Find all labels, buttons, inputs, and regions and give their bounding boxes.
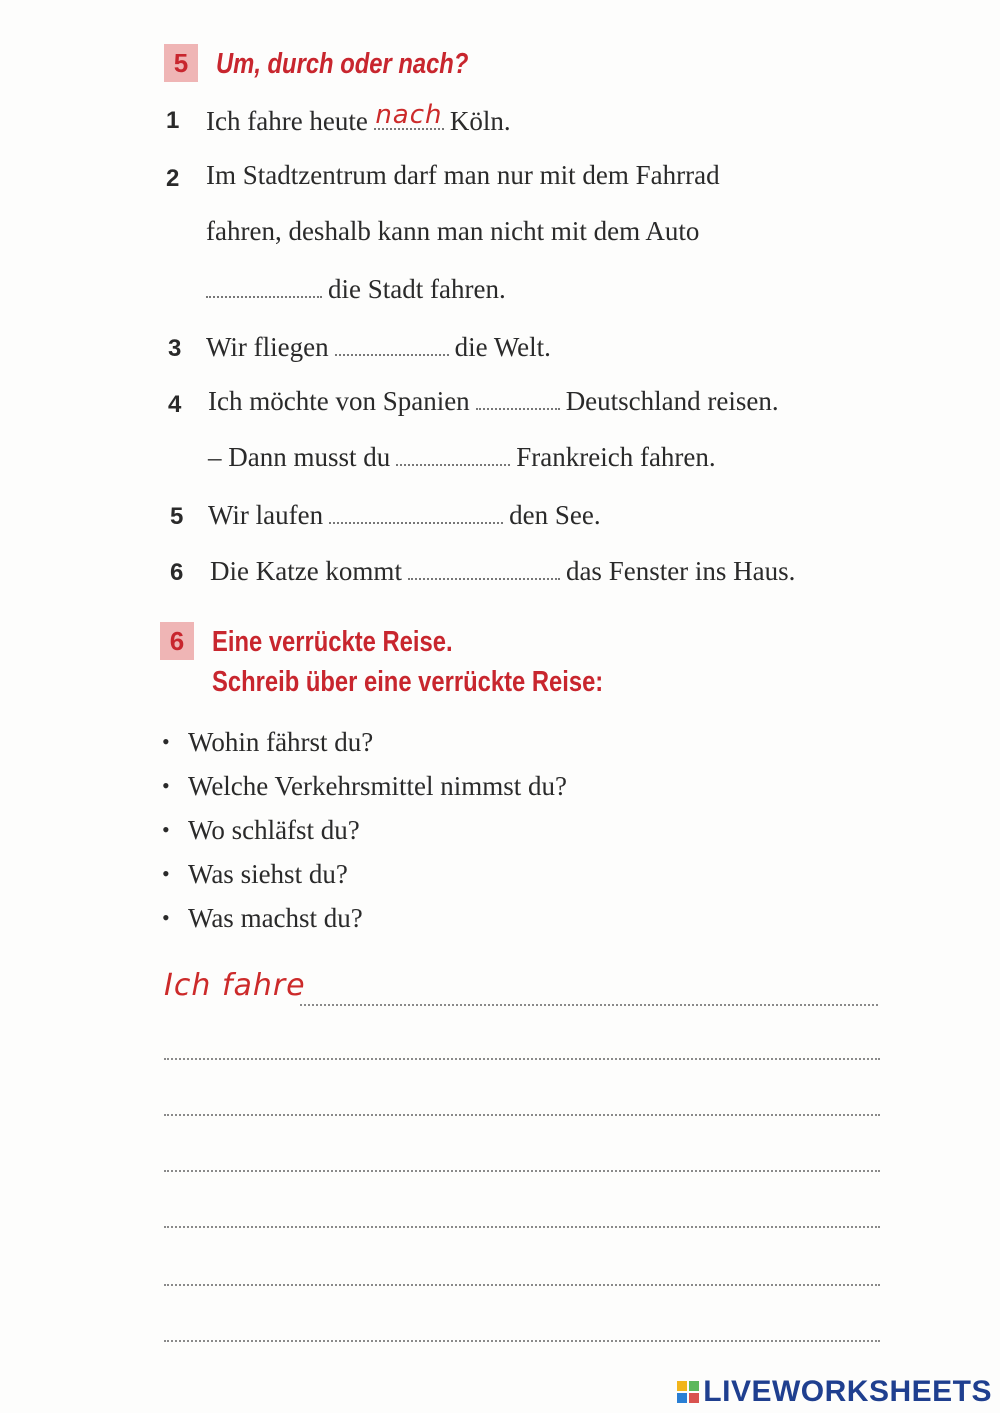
item-2-number: 2 bbox=[166, 165, 180, 192]
item-1-line bbox=[206, 100, 511, 138]
item-4-line-2-before: – Dann musst du bbox=[208, 442, 391, 472]
liveworksheets-logo bbox=[677, 1375, 992, 1409]
exercise-6-number: 6 bbox=[160, 622, 194, 660]
question-text: Wohin fährst du? bbox=[188, 727, 374, 757]
question-text: Was machst du? bbox=[188, 903, 363, 933]
item-4-answer-field-2[interactable] bbox=[396, 442, 510, 466]
exercise-6-title-block bbox=[194, 622, 689, 702]
writing-line-1[interactable] bbox=[300, 1004, 878, 1006]
question-list bbox=[162, 722, 567, 942]
item-3-text-after: die Welt. bbox=[454, 332, 551, 362]
writing-line-2[interactable] bbox=[164, 1058, 880, 1060]
item-4-answer-field-1[interactable] bbox=[476, 386, 560, 410]
list-item bbox=[162, 898, 567, 942]
bullet: • bbox=[162, 773, 170, 798]
logo-icon bbox=[677, 1381, 699, 1403]
writing-line-7[interactable] bbox=[164, 1340, 880, 1342]
list-item bbox=[162, 810, 567, 854]
item-3-line bbox=[206, 330, 551, 364]
item-4-text-after: Deutschland reisen. bbox=[565, 386, 779, 416]
bullet: • bbox=[162, 905, 170, 930]
item-3-answer-field[interactable] bbox=[335, 332, 449, 356]
item-2-line-3 bbox=[200, 272, 506, 306]
exercise-6-header bbox=[160, 622, 689, 702]
exercise-6-instruction: Schreib über eine verrückte Reise: bbox=[212, 666, 604, 698]
list-item bbox=[162, 766, 567, 810]
question-text: Welche Verkehrsmittel nimmst du? bbox=[188, 771, 567, 801]
item-3-text-before: Wir fliegen bbox=[206, 332, 329, 362]
item-6-line bbox=[210, 554, 795, 588]
item-6-answer-field[interactable] bbox=[408, 556, 560, 580]
writing-line-6[interactable] bbox=[164, 1284, 880, 1286]
item-1-text-after: Köln. bbox=[449, 106, 511, 136]
writing-line-3[interactable] bbox=[164, 1114, 880, 1116]
logo-square-blue bbox=[677, 1393, 687, 1403]
item-1-answer-field[interactable] bbox=[374, 100, 444, 130]
exercise-5-title: Um, durch oder nach? bbox=[216, 48, 469, 80]
brand-name: LIVEWORKSHEETS bbox=[703, 1375, 992, 1408]
item-4-line-2 bbox=[208, 440, 716, 474]
item-1-answer: nach bbox=[375, 100, 443, 130]
item-5-answer-field[interactable] bbox=[329, 500, 503, 524]
bullet: • bbox=[162, 861, 170, 886]
item-5-line bbox=[208, 498, 601, 532]
writing-line-5[interactable] bbox=[164, 1226, 880, 1228]
item-1-text-before: Ich fahre heute bbox=[206, 106, 368, 136]
item-4-number: 4 bbox=[168, 391, 182, 418]
item-5-text-after: den See. bbox=[509, 500, 601, 530]
logo-square-red bbox=[689, 1393, 699, 1403]
item-4-text-before: Ich möchte von Spanien bbox=[208, 386, 470, 416]
exercise-5-number: 5 bbox=[164, 44, 198, 82]
exercise-5-header bbox=[164, 44, 524, 84]
question-text: Wo schläfst du? bbox=[188, 815, 360, 845]
item-2-line-1: Im Stadtzentrum darf man nur mit dem Fahrrad bbox=[206, 160, 720, 190]
item-2-text-after: die Stadt fahren. bbox=[328, 274, 506, 304]
bullet: • bbox=[162, 817, 170, 842]
item-4-line-1 bbox=[208, 384, 779, 418]
bullet: • bbox=[162, 729, 170, 754]
item-5-text-before: Wir laufen bbox=[208, 500, 324, 530]
question-text: Was siehst du? bbox=[188, 859, 348, 889]
list-item bbox=[162, 722, 567, 766]
writing-line-4[interactable] bbox=[164, 1170, 880, 1172]
logo-square-yellow bbox=[677, 1381, 687, 1391]
item-2-line-2: fahren, deshalb kann man nicht mit dem Auto bbox=[206, 216, 700, 246]
item-4-line-2-after: Frankreich fahren. bbox=[516, 442, 716, 472]
list-item bbox=[162, 854, 567, 898]
handwritten-answer: Ich fahre bbox=[164, 968, 306, 1003]
item-6-text-before: Die Katze kommt bbox=[210, 556, 402, 586]
item-6-text-after: das Fenster ins Haus. bbox=[565, 556, 796, 586]
item-5-number: 5 bbox=[170, 503, 184, 530]
item-6-number: 6 bbox=[170, 559, 184, 586]
logo-square-green bbox=[689, 1381, 699, 1391]
item-1-number: 1 bbox=[166, 107, 180, 134]
item-2-answer-field[interactable] bbox=[206, 274, 322, 298]
exercise-6-title: Eine verrückte Reise. bbox=[212, 626, 453, 658]
item-3-number: 3 bbox=[168, 335, 182, 362]
